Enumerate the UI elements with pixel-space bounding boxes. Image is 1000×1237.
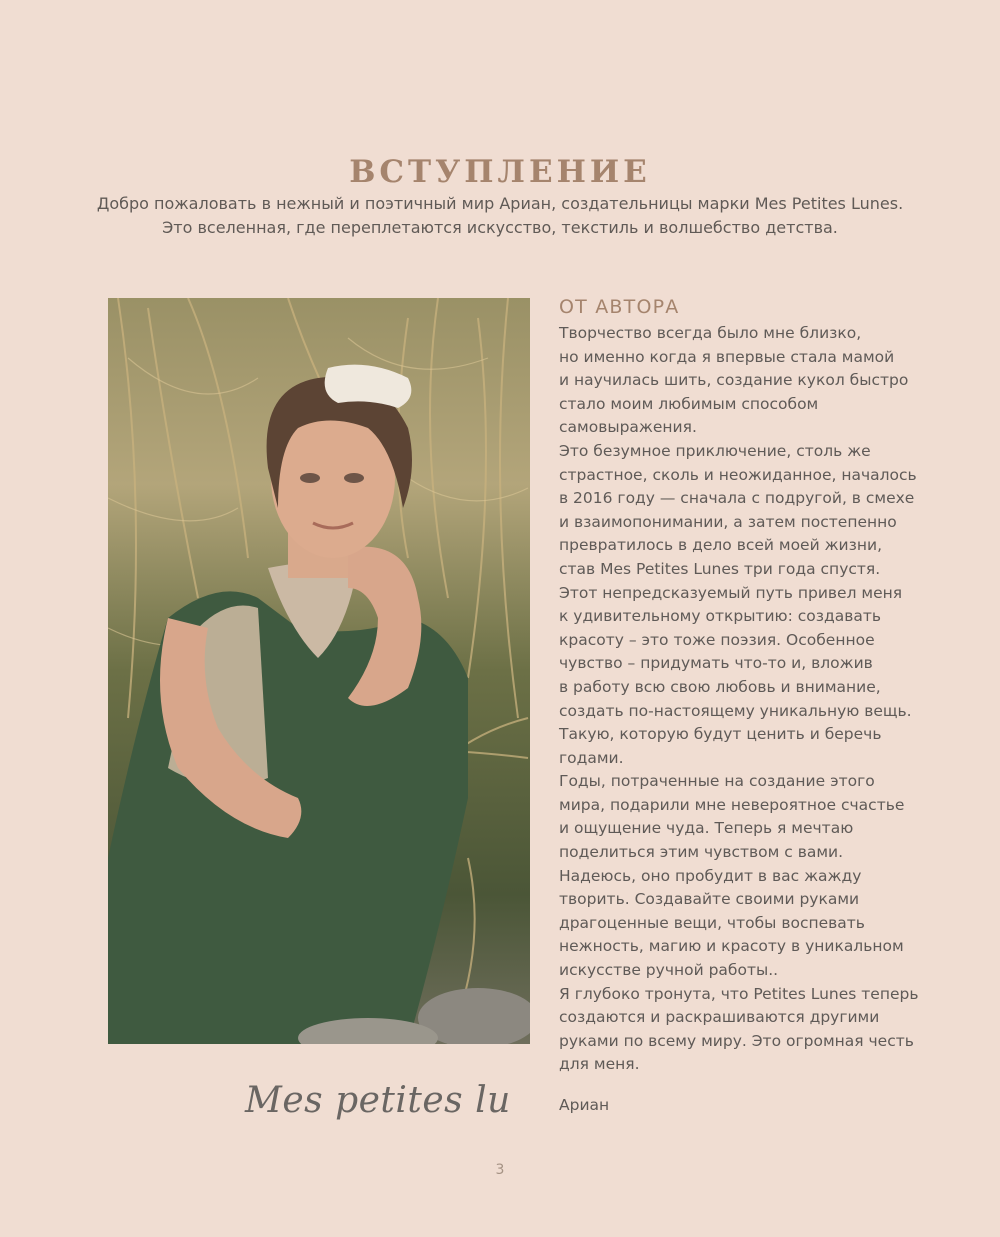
text-line: стало моим любимым способом: [559, 394, 819, 413]
text-line: Годы, потраченные на создание этого: [559, 772, 875, 791]
text-line: Творчество всегда было мне близко,: [559, 324, 862, 342]
text-line: Надеюсь, оно пробудит в вас жажду: [559, 866, 862, 885]
author-section-heading: ОТ АВТОРА: [559, 296, 680, 318]
author-section-text: [559, 322, 979, 1077]
text-line: создаются и раскрашиваются другими: [559, 1008, 880, 1027]
page-number: 3: [495, 1162, 505, 1178]
logo-text: Mes petites lu: [245, 1080, 510, 1121]
text-line: творить. Создавайте своими руками: [559, 890, 860, 909]
text-line: мира, подарили мне невероятное счастье: [559, 795, 905, 814]
text-line: превратилось в дело всей моей жизни,: [559, 536, 883, 555]
text-line: чувство – придумать что-то и, вложив: [559, 654, 873, 673]
text-line: драгоценные вещи, чтобы воспевать: [559, 913, 865, 932]
text-line: нежность, магию и красоту в уникальном: [559, 937, 904, 956]
page-title: ВСТУПЛЕНИЕ: [349, 154, 651, 190]
text-line: самовыражения.: [559, 418, 697, 437]
text-line: для меня.: [559, 1055, 640, 1074]
text-line: поделиться этим чувством с вами.: [559, 843, 844, 862]
text-line: к удивительному открытию: создавать: [559, 607, 881, 626]
intro-line: Это вселенная, где переплетаются искусство, текстиль и волшебство детства.: [162, 218, 838, 237]
text-line: но именно когда я впервые стала мамой: [559, 347, 895, 366]
text-line: годами.: [559, 748, 624, 767]
text-line: Я глубоко тронута, что Petites Lunes теперь: [559, 984, 919, 1003]
author-portrait-photo: [108, 298, 530, 1044]
intro-text: [0, 192, 1000, 240]
text-line: в работу всю свою любовь и внимание,: [559, 677, 881, 696]
text-line: и ощущение чуда. Теперь я мечтаю: [559, 819, 854, 838]
text-line: страстное, сколь и неожиданное, началось: [559, 465, 917, 484]
text-line: и научилась шить, создание кукол быстро: [559, 371, 909, 390]
text-line: и взаимопонимании, а затем постепенно: [559, 512, 897, 531]
text-line: Этот непредсказуемый путь привел меня: [559, 583, 903, 602]
handwritten-logo: [240, 1066, 510, 1136]
text-line: создать по-настоящему уникальную вещь.: [559, 701, 912, 720]
text-line: руками по всему миру. Это огромная честь: [559, 1031, 914, 1050]
text-line: в 2016 году — сначала с подругой, в смехе: [559, 489, 915, 508]
text-line: красоту – это тоже поэзия. Особенное: [559, 630, 875, 649]
text-line: став Mes Petites Lunes три года спустя.: [559, 559, 881, 578]
text-line: искусстве ручной работы..: [559, 961, 779, 980]
author-signature: Ариан: [559, 1096, 610, 1114]
text-line: Это безумное приключение, столь же: [559, 441, 871, 460]
intro-line: Добро пожаловать в нежный и поэтичный мир Ариан, создательницы марки Mes Petites Lunes.: [96, 194, 904, 213]
text-line: Такую, которую будут ценить и беречь: [559, 725, 882, 744]
